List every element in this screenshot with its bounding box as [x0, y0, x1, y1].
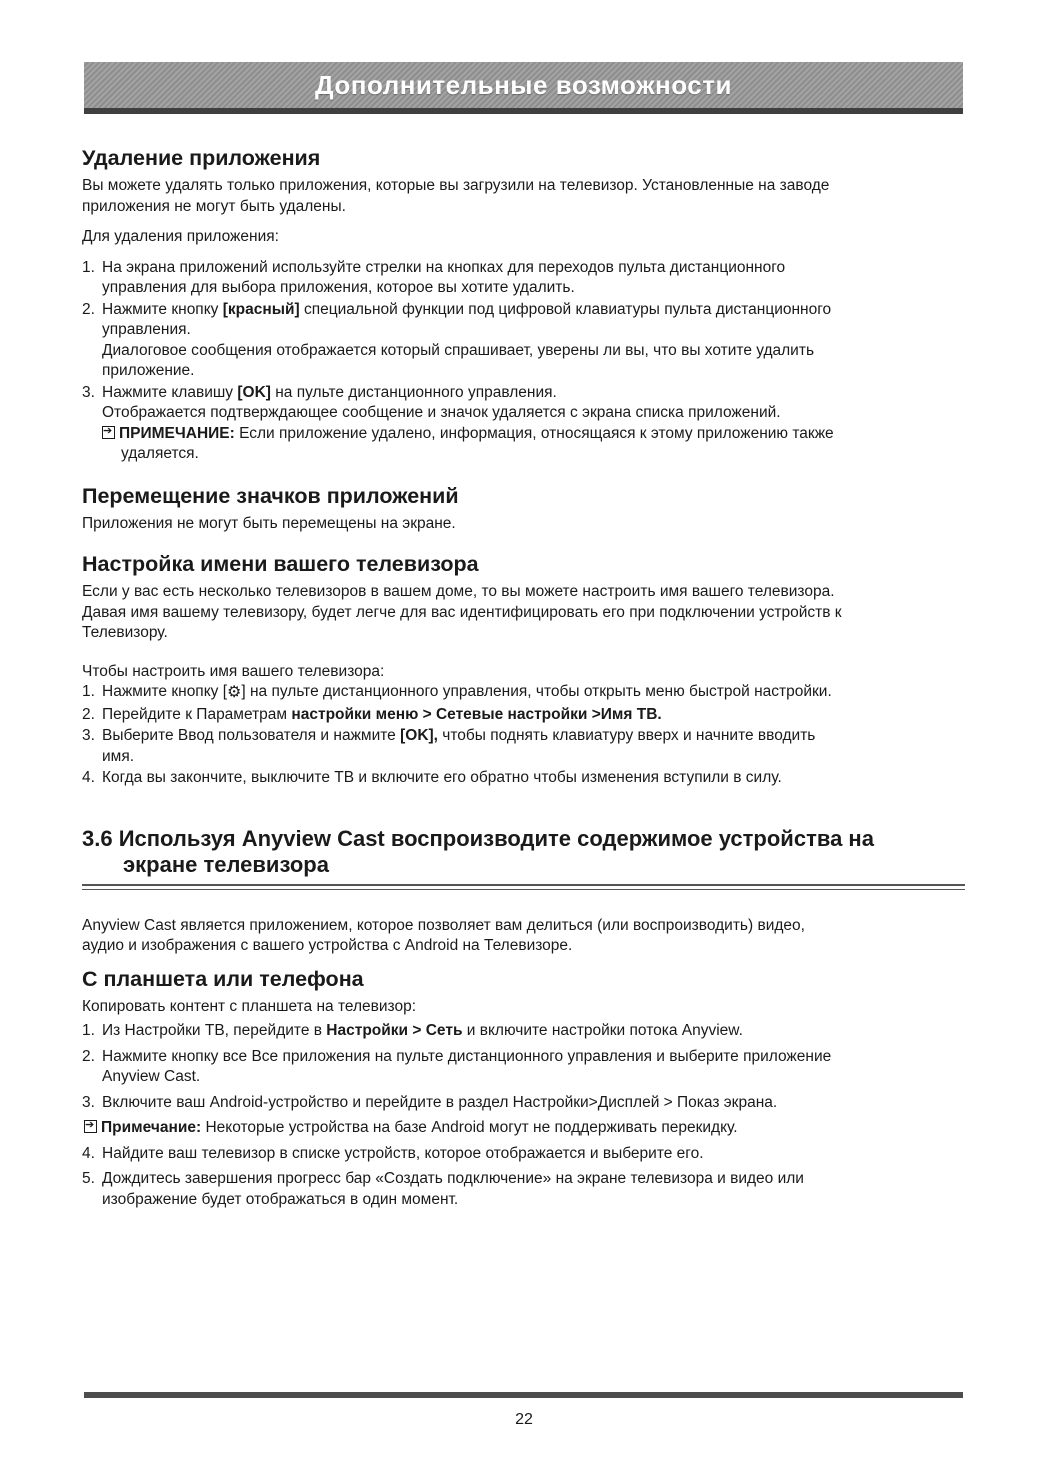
list-item: 3. Включите ваш Android-устройство и перейдите в раздел Настройки>Дисплей > Показ экрана.	[82, 1093, 778, 1111]
chapter-title: 3.6 Используя Anyview Cast воспроизводите содержимое устройства на экране телевизора	[82, 825, 874, 877]
list-item: 4. Когда вы закончите, выключите ТВ и включите его обратно чтобы изменения вступили в силу.	[82, 769, 782, 786]
list-item: 5. Дождитесь завершения прогресс бар «Создать подключение» на экране телевизора и видео или изображение будет отображаться в один момент.	[82, 1170, 804, 1208]
gear-icon: ⚙	[227, 684, 242, 701]
footer-rule	[84, 1392, 963, 1398]
section-title-move-icons: Перемещение значков приложений	[82, 483, 459, 508]
steps-list	[82, 258, 967, 465]
page-title: Дополнительные возможности	[315, 69, 732, 100]
content	[82, 146, 967, 1211]
note: ➔ПРИМЕЧАНИЕ: Если приложение удалено, информация, относящаяся к этому приложению также	[102, 425, 834, 442]
list-item: 2. Нажмите кнопку все Все приложения на пульте дистанционного управления и выберите приложение Anyview Cast.	[82, 1047, 832, 1085]
list-item: 2. Нажмите кнопку [красный] специальной функции под цифровой клавиатуры пульта дистанционного управления. Диалоговое сообщения отображается который спрашивает, уверены ли вы, что вы хотите удалить приложение.	[82, 300, 832, 379]
lead-text: Копировать контент с планшета на телевизор:	[82, 997, 417, 1015]
list-item: 1. Из Настройки ТВ, перейдите в Настройки > Сеть и включите настройки потока Anyview.	[82, 1022, 743, 1039]
list-item: 4. Найдите ваш телевизор в списке устройств, которое отображается и выберите его.	[82, 1144, 704, 1162]
section-title-remove-app: Удаление приложения	[82, 146, 321, 170]
header-bar	[84, 62, 963, 108]
paragraph: Вы можете удалять только приложения, которые вы загрузили на телевизор. Установленные на заводе приложения не могут быть удалены.	[82, 177, 830, 215]
page-number: 22	[515, 1411, 533, 1428]
lead-text: Чтобы настроить имя вашего телевизора:	[82, 662, 385, 680]
section-title-tv-name: Настройка имени вашего телевизора	[82, 552, 479, 576]
steps-list	[82, 682, 967, 789]
paragraph: Приложения не могут быть перемещены на экране.	[82, 514, 456, 532]
paragraph: Если у вас есть несколько телевизоров в вашем доме, то вы можете настроить имя вашего телевизора. Давая имя вашему телевизору, будет легче для вас идентифицировать его при подключении устройств к Телевизору.	[82, 583, 842, 641]
note-arrow-icon	[84, 1120, 97, 1133]
header-underline	[84, 108, 963, 114]
list-item: 1. Нажмите кнопку [⚙] на пульте дистанционного управления, чтобы открыть меню быстрой настройки.	[82, 682, 967, 704]
steps-list	[82, 1021, 967, 1210]
note-arrow-icon	[102, 426, 115, 439]
section-title-tablet-phone: С планшета или телефона	[82, 966, 364, 991]
list-item: 3. Выберите Ввод пользователя и нажмите [OK], чтобы поднять клавиатуру вверх и начните вводить имя.	[82, 727, 816, 765]
paragraph: Anyview Cast является приложением, которое позволяет вам делиться (или воспроизводить) видео, аудио и изображения с вашего устройства с Android на Телевизоре.	[82, 916, 805, 954]
lead-text: Для удаления приложения:	[82, 228, 279, 245]
list-item: 3. Нажмите клавишу [OK] на пульте дистанционного управления. Отображается подтверждающее сообщение и значок удаляется с экрана списка приложений. ➔ПРИМЕЧАНИЕ: Если приложение удалено, информация, относящаяся к этому приложению также удаляется.	[82, 383, 967, 465]
note: ➔Примечание: Некоторые устройства на базе Android могут не поддерживать перекидку.	[82, 1118, 967, 1139]
list-item: 2. Перейдите к Параметрам настройки меню > Сетевые настройки >Имя ТВ.	[82, 705, 662, 723]
list-item: 1. На экрана приложений используйте стрелки на кнопках для переходов пульта дистанционного управления для выбора приложения, которое вы хотите удалить.	[82, 258, 786, 296]
